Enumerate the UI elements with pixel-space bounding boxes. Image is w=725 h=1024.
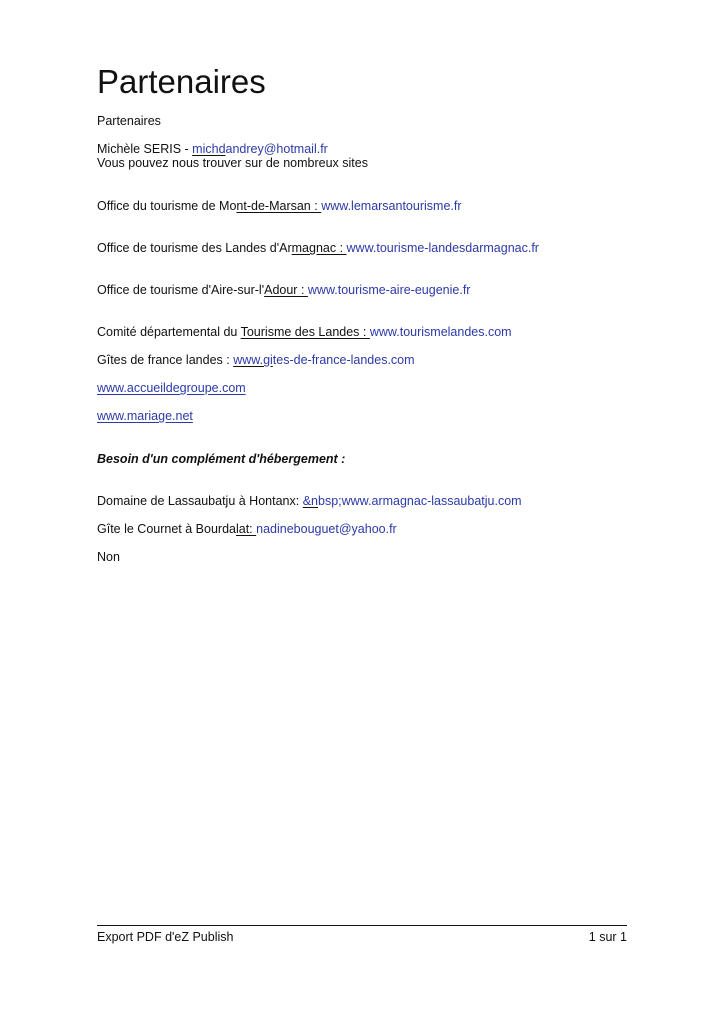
partner-label: Office de tourisme des Landes d'Ar xyxy=(97,241,292,255)
partner-link-lemarsantourisme[interactable]: www.lemarsantourisme.fr xyxy=(321,199,462,213)
last-line-text: Non xyxy=(97,550,120,564)
footer-divider xyxy=(97,925,627,926)
partner-link-landesdarmagnac[interactable]: www.tourisme-landesdarmagnac.fr xyxy=(346,241,539,255)
partner-line-aire-sur-adour xyxy=(97,283,470,298)
page-subtitle: Partenaires xyxy=(97,114,161,128)
mariage-link[interactable]: www.mariage.net xyxy=(97,409,193,423)
domaine-link[interactable] xyxy=(303,494,522,508)
gites-link-part2: tes-de-france-landes.com xyxy=(272,353,415,367)
contact-email-part1: michd xyxy=(192,142,226,156)
domaine-label: Domaine de Lassaubatju à Hontanx: xyxy=(97,494,300,508)
partner-label-underlined: Tourisme des Landes : xyxy=(240,325,370,339)
partner-label-underlined: nt-de-Marsan : xyxy=(236,199,322,213)
partner-line-tourisme-landes xyxy=(97,325,512,340)
page-title: Partenaires xyxy=(97,63,266,100)
footer-page-number: 1 sur 1 xyxy=(588,930,627,944)
gites-line xyxy=(97,353,415,368)
accueildegroupe-line xyxy=(97,381,246,396)
domaine-link-part1: &n xyxy=(302,494,318,508)
mariage-line xyxy=(97,409,193,424)
partner-link-aire-eugenie[interactable]: www.tourisme-aire-eugenie.fr xyxy=(307,283,471,297)
contact-email-link[interactable] xyxy=(192,142,328,156)
partner-label: Office du tourisme de Mo xyxy=(97,199,237,213)
contact-email-part2: andrey@hotmail.fr xyxy=(225,142,328,156)
domaine-line xyxy=(97,494,522,509)
footer-export-label: Export PDF d'eZ Publish xyxy=(97,930,234,944)
accueildegroupe-link[interactable]: www.accueildegroupe.com xyxy=(97,381,246,395)
contact-line xyxy=(97,142,328,157)
gite-cournet-line xyxy=(97,522,397,537)
gite-cournet-label-underlined: lat: xyxy=(235,522,257,536)
gite-cournet-email-link[interactable]: nadinebouguet@yahoo.fr xyxy=(256,522,397,536)
gites-label: Gîtes de france landes : xyxy=(97,353,234,367)
partner-link-tourismelandes[interactable]: www.tourismelandes.com xyxy=(369,325,512,339)
accommodation-heading: Besoin d'un complément d'hébergement : xyxy=(97,452,346,466)
partner-line-mont-de-marsan xyxy=(97,199,462,214)
partner-label-underlined: magnac : xyxy=(291,241,347,255)
partner-label: Office de tourisme d'Aire-sur-l' xyxy=(97,283,265,297)
domaine-link-part2: bsp;www.armagnac-lassaubatju.com xyxy=(318,494,522,508)
gite-cournet-label: Gîte le Cournet à Bourda xyxy=(97,522,236,536)
partner-line-armagnac xyxy=(97,241,539,256)
contact-intro: Vous pouvez nous trouver sur de nombreux sites xyxy=(97,156,368,170)
contact-name: Michèle SERIS - xyxy=(97,142,193,156)
gites-link[interactable] xyxy=(233,353,414,367)
gites-link-part1: www.gi xyxy=(233,353,273,367)
partner-label-underlined: Adour : xyxy=(264,283,308,297)
partner-label: Comité départemental du xyxy=(97,325,241,339)
